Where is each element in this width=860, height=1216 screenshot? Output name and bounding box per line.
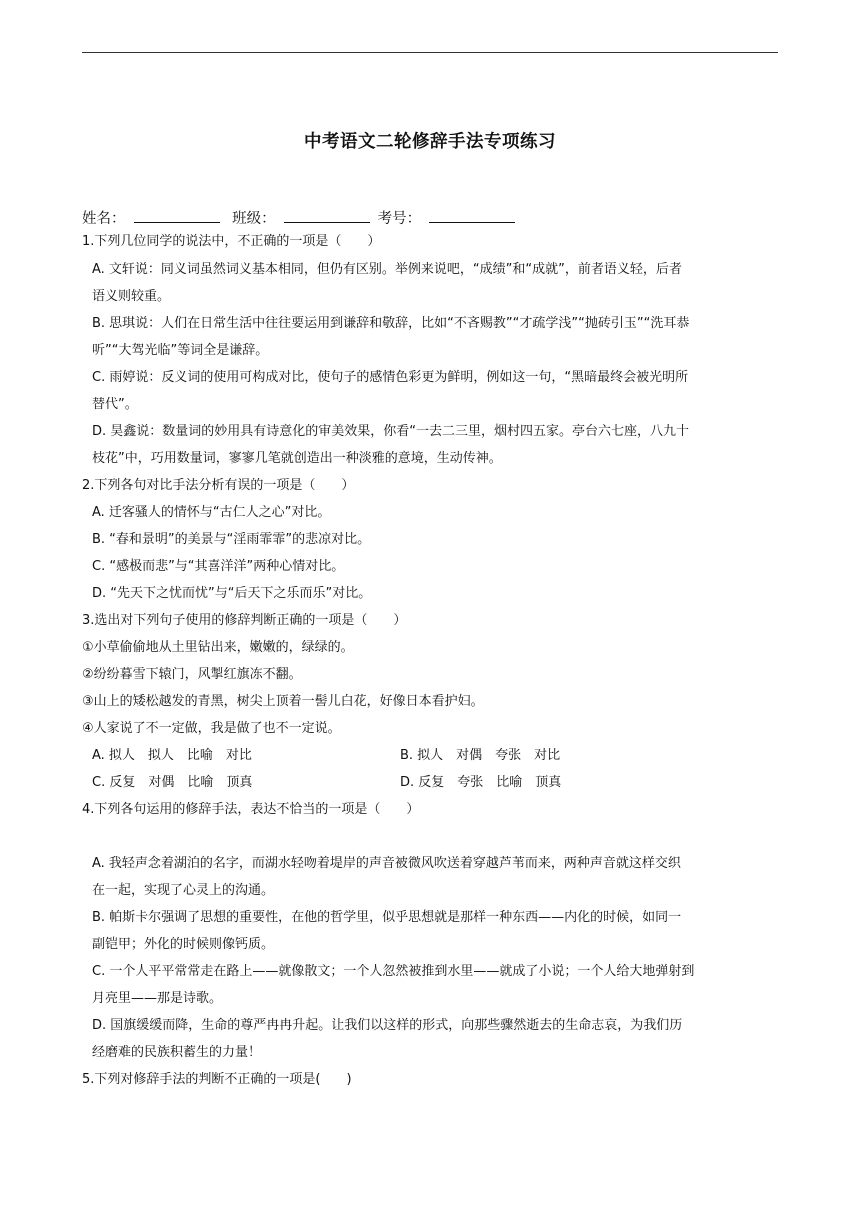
question-4-option-d-cont: 经磨难的民族积蓄生的力量！ — [92, 1045, 262, 1060]
question-1-option-a-cont: 语义则较重。 — [92, 289, 171, 304]
exam-number-blank[interactable] — [429, 208, 515, 223]
class-blank[interactable] — [284, 208, 370, 223]
page-title: 中考语文二轮修辞手法专项练习 — [304, 132, 556, 152]
header-rule — [82, 52, 778, 53]
question-3-sentence-3: ③山上的矮松越发的青黑，树尖上顶着一髻儿白花，好像日本看护妇。 — [82, 694, 484, 709]
question-4-option-a-cont: 在一起，实现了心灵上的沟通。 — [92, 883, 275, 898]
name-label: 姓名： — [82, 211, 126, 227]
question-1-option-c[interactable]: C. 雨婷说：反义词的使用可构成对比，使句子的感情色彩更为鲜明，例如这一句，“黑暗最终会被光明所 — [92, 370, 689, 385]
question-4-option-d[interactable]: D. 国旗缓缓而降，生命的尊严冉冉升起。让我们以这样的形式，向那些骤然逝去的生命志哀，为我们历 — [92, 1018, 683, 1033]
question-3-option-b[interactable]: B. 拟人 对偶 夸张 对比 — [400, 748, 561, 763]
question-1-option-c-cont: 替代”。 — [92, 397, 138, 412]
name-blank[interactable] — [134, 208, 220, 223]
question-3-stem: 3.选出对下列句子使用的修辞判断正确的一项是（ ） — [82, 613, 407, 628]
question-5-stem: 5.下列对修辞手法的判断不正确的一项是( ) — [82, 1072, 352, 1087]
question-2-stem: 2.下列各句对比手法分析有误的一项是（ ） — [82, 478, 355, 493]
question-1-option-d[interactable]: D. 昊鑫说：数量词的妙用具有诗意化的审美效果，你看“一去二三里，烟村四五家。亭台六七座，八九十 — [92, 424, 690, 439]
question-4-option-c-cont: 月亮里——那是诗歌。 — [92, 991, 223, 1006]
question-2-option-b[interactable]: B. “春和景明”的美景与“淫雨霏霏”的悲凉对比。 — [92, 532, 371, 547]
question-1-stem: 1.下列几位同学的说法中，不正确的一项是（ ） — [82, 234, 381, 249]
question-4-option-b-cont: 副铠甲；外化的时候则像钙质。 — [92, 937, 275, 952]
question-3-sentence-4: ④人家说了不一定做，我是做了也不一定说。 — [82, 721, 341, 736]
question-3-option-a[interactable]: A. 拟人 拟人 比喻 对比 — [92, 748, 252, 763]
question-3-sentence-1: ①小草偷偷地从土里钻出来，嫩嫩的，绿绿的。 — [82, 640, 354, 655]
question-3-option-d[interactable]: D. 反复 夸张 比喻 顶真 — [400, 775, 562, 790]
question-1-option-a[interactable]: A. 文轩说：同义词虽然词义基本相同，但仍有区别。举例来说吧，“成绩”和“成就”，前者语义轻，后者 — [92, 262, 682, 277]
student-info-row — [82, 207, 523, 228]
question-4-option-b[interactable]: B. 帕斯卡尔强调了思想的重要性，在他的哲学里，似乎思想就是那样一种东西——内化的时候，如同一 — [92, 910, 682, 925]
exam-number-label: 考号： — [377, 211, 422, 227]
question-4-option-c[interactable]: C. 一个人平平常常走在路上——就像散文；一个人忽然被推到水里——就成了小说；一个人给大地弹射到 — [92, 964, 695, 979]
question-3-sentence-2: ②纷纷暮雪下辕门，风掣红旗冻不翻。 — [82, 667, 302, 682]
question-2-option-c[interactable]: C. “感极而悲”与“其喜洋洋”两种心情对比。 — [92, 559, 345, 574]
class-label: 班级： — [232, 211, 276, 227]
question-4-option-a[interactable]: A. 我轻声念着湖泊的名字，而湖水轻吻着堤岸的声音被微风吹送着穿越芦苇而来，两种声音就这样交织 — [92, 856, 681, 871]
question-2-option-d[interactable]: D. “先天下之忧而忧”与“后天下之乐而乐”对比。 — [92, 586, 372, 601]
question-1-option-b[interactable]: B. 思琪说：人们在日常生活中往往要运用到谦辞和敬辞，比如“不吝赐教”“才疏学浅”“抛砖引玉”“洗耳恭 — [92, 316, 690, 331]
question-1-option-d-cont: 枝花”中，巧用数量词，寥寥几笔就创造出一种淡雅的意境，生动传神。 — [92, 451, 502, 466]
question-3-option-c[interactable]: C. 反复 对偶 比喻 顶真 — [92, 775, 253, 790]
question-2-option-a[interactable]: A. 迁客骚人的情怀与“古仁人之心”对比。 — [92, 505, 331, 520]
question-4-stem: 4.下列各句运用的修辞手法，表达不恰当的一项是（ ） — [82, 802, 420, 817]
question-1-option-b-cont: 听”“大驾光临”等词全是谦辞。 — [92, 343, 269, 358]
